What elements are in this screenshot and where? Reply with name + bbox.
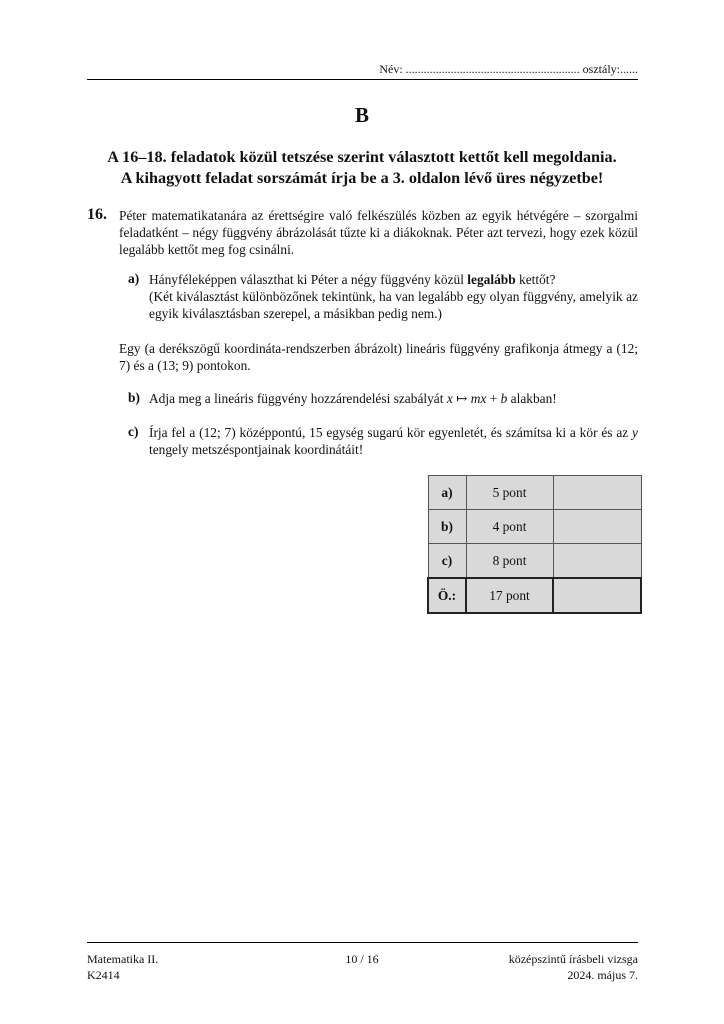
score-points: 4 pont: [466, 510, 553, 544]
maps-to-arrow: ↦: [456, 391, 468, 406]
footer-code: K2414: [87, 968, 120, 982]
score-label: b): [428, 510, 466, 544]
name-field-label: Név: ..........................................................: [379, 62, 580, 76]
subtask-b-text: [149, 390, 638, 407]
subtask-a-text: [149, 271, 638, 322]
score-input-cell: [553, 476, 641, 510]
footer-divider: [87, 942, 638, 943]
task-context: Egy (a derékszögű koordináta-rendszerben ábrázolt) lineáris függvény grafikonja átmegy a (12; 7) és a (13; 9) pontokon.: [119, 341, 638, 373]
subtask-a-text-1: Hányféleképpen választhat ki Péter a négy függvény közül: [149, 272, 468, 287]
footer-subject: Matematika II.: [87, 952, 159, 966]
subtask-c-text-2: tengely metszéspontjainak koordinátáit!: [149, 442, 364, 457]
subtask-c-label: c): [128, 424, 139, 439]
score-row-c: [428, 544, 641, 579]
score-input-cell: [553, 544, 641, 579]
score-row-total: [428, 578, 641, 613]
subtask-b-label: b): [128, 390, 140, 405]
score-row-a: [428, 476, 641, 510]
subtask-b-text-2: alakban!: [507, 391, 557, 406]
footer-right: [438, 951, 638, 983]
score-points: 17 pont: [466, 578, 553, 613]
header-name-class: [87, 62, 638, 77]
formula-b: b: [500, 391, 508, 406]
var-x: x: [446, 391, 453, 406]
instruction-line-2: A kihagyott feladat sorszámát írja be a 3. oldalon lévő üres négyzetbe!: [120, 169, 604, 187]
score-label: c): [428, 544, 466, 579]
footer-left: [87, 951, 158, 983]
instructions: [60, 147, 664, 189]
instruction-line-1: A 16–18. feladatok közül tetszése szerint választott kettőt kell megoldania.: [107, 148, 617, 166]
score-label: Ö.:: [428, 578, 466, 613]
task-number: 16.: [87, 206, 107, 223]
subtask-c-text: [149, 424, 638, 458]
score-input-cell: [553, 510, 641, 544]
page-number: 10 / 16: [345, 952, 379, 966]
class-field-label: osztály:......: [582, 62, 638, 76]
var-y: y: [632, 425, 638, 440]
score-row-b: [428, 510, 641, 544]
score-points: 5 pont: [466, 476, 553, 510]
formula-mx: mx: [470, 391, 487, 406]
score-points: 8 pont: [466, 544, 553, 579]
subtask-a-note: (Két kiválasztást különbözőnek tekintünk, ha van legalább egy olyan függvény, amelyik az egyik kiválasztásban szerepel, a másikban pedig nem.): [149, 289, 638, 321]
subtask-b-text-1: Adja meg a lineáris függvény hozzárendelési szabályát: [149, 391, 447, 406]
section-letter: B: [354, 103, 369, 127]
score-label: a): [428, 476, 466, 510]
footer-date: 2024. május 7.: [567, 968, 638, 982]
subtask-c-text-1: Írja fel a (12; 7) középpontú, 15 egység sugarú kör egyenletét, és számítsa ki a kör és az: [149, 425, 633, 440]
header-divider: [87, 79, 638, 80]
score-input-cell: [553, 578, 641, 613]
subtask-a-bold: legalább: [467, 272, 516, 287]
footer-exam: középszintű írásbeli vizsga: [508, 952, 638, 966]
formula-plus: +: [486, 391, 501, 406]
subtask-a-label: a): [128, 271, 140, 286]
subtask-a-text-2: kettőt?: [515, 272, 556, 287]
task-intro: Péter matematikatanára az érettségire való felkészülés közben az egyik hétvégére – szorgalmi feladatként – négy függvény ábrázolását tűzte ki a diákoknak. Péter azt tervezi, hogy ezek közül legalább kettőt meg fog csinálni.: [119, 208, 638, 257]
score-table: [427, 475, 642, 614]
